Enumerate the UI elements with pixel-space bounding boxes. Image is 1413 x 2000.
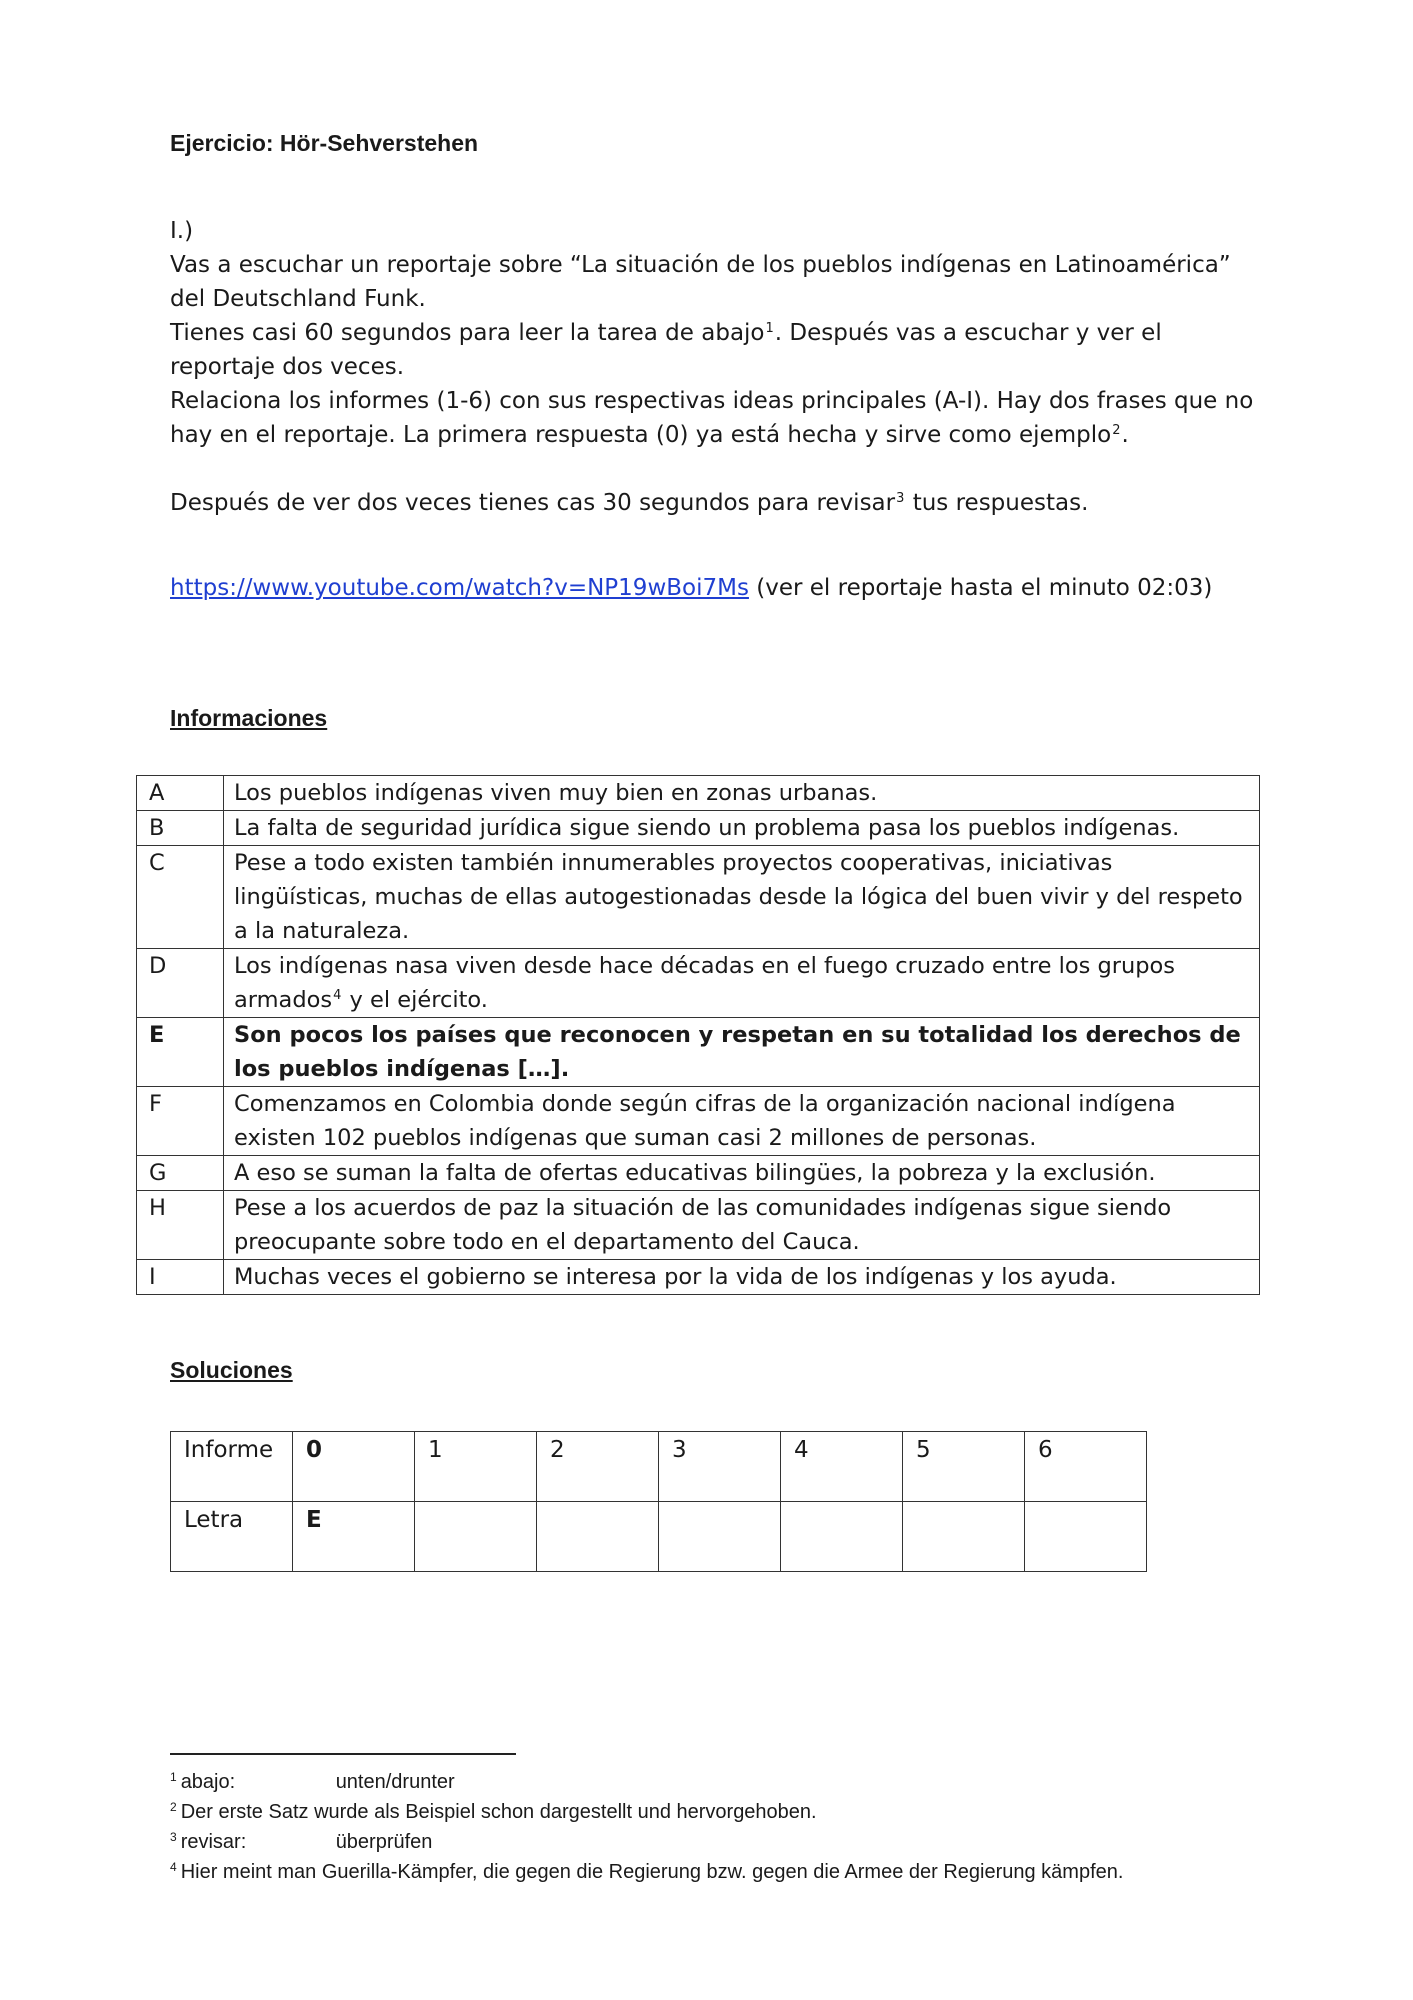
section-number: I.) xyxy=(170,218,194,244)
footnote-ref-1[interactable]: 1 xyxy=(765,321,774,336)
table-row xyxy=(137,1191,1260,1260)
footnote-2: $^2$ Der erste Satz wurde als Beispiel schon dargestellt und hervorgehoben. xyxy=(170,1800,817,1823)
informe-number: 0 xyxy=(293,1432,415,1502)
footnote-divider xyxy=(170,1753,516,1755)
answer-cell-example: E xyxy=(293,1502,415,1572)
answer-cell[interactable] xyxy=(415,1502,537,1572)
row-text: Comenzamos en Colombia donde según cifras de la organización nacional indígena existen 102 pueblos indígenas que suman casi 2 millones de personas. xyxy=(224,1087,1260,1156)
footnote-1: $^1$ abajo: unten/drunter xyxy=(170,1770,455,1793)
informe-number: 6 xyxy=(1025,1432,1147,1502)
row-letter: F xyxy=(137,1087,224,1156)
informe-number: 4 xyxy=(781,1432,903,1502)
table-row xyxy=(137,1156,1260,1191)
footnote-ref-2[interactable]: 2 xyxy=(1112,423,1121,438)
video-note: (ver el reportaje hasta el minuto 02:03) xyxy=(748,575,1213,601)
letra-label: Letra xyxy=(171,1502,293,1572)
row-text: Pese a todo existen también innumerables proyectos cooperativas, iniciativas lingüísticas, muchas de ellas autogestionadas desde la lógica del buen vivir y del respeto a la naturaleza. xyxy=(224,846,1260,949)
instruction-paragraph-3: Relaciona los informes (1-6) con sus respectivas ideas principales (A-I). Hay dos frases que no hay en el reportaje. La primera respuesta (0) ya está hecha y sirve como ejemplo$^2$. xyxy=(170,388,1254,448)
answer-cell[interactable] xyxy=(1025,1502,1147,1572)
table-row xyxy=(137,811,1260,846)
video-line xyxy=(170,571,1212,605)
answer-cell[interactable] xyxy=(537,1502,659,1572)
informe-number: 5 xyxy=(903,1432,1025,1502)
table-row xyxy=(137,1260,1260,1295)
footnote-ref-3[interactable]: 3 xyxy=(896,491,905,506)
instruction-paragraph-4: Después de ver dos veces tienes cas 30 segundos para revisar$^3$ tus respuestas. xyxy=(170,490,1089,516)
table-row xyxy=(137,776,1260,811)
row-letter: G xyxy=(137,1156,224,1191)
soluciones-heading: Soluciones xyxy=(170,1357,293,1383)
row-letter: B xyxy=(137,811,224,846)
row-text: A eso se suman la falta de ofertas educativas bilingües, la pobreza y la exclusión. xyxy=(224,1156,1260,1191)
informe-number: 2 xyxy=(537,1432,659,1502)
row-letter: C xyxy=(137,846,224,949)
row-letter: A xyxy=(137,776,224,811)
answer-cell[interactable] xyxy=(659,1502,781,1572)
informaciones-heading: Informaciones xyxy=(170,705,328,731)
informe-label: Informe xyxy=(171,1432,293,1502)
footnote-4: $^4$ Hier meint man Guerilla-Kämpfer, die gegen die Regierung bzw. gegen die Armee der Regierung kämpfen. xyxy=(170,1860,1124,1883)
answer-cell[interactable] xyxy=(781,1502,903,1572)
row-text: Son pocos los países que reconocen y respetan en su totalidad los derechos de los pueblos indígenas […]. xyxy=(224,1018,1260,1087)
instruction-paragraph-2: Tienes casi 60 segundos para leer la tarea de abajo$^1$. Después vas a escuchar y ver el reportaje dos veces. xyxy=(170,320,1162,380)
instruction-paragraph-1: Vas a escuchar un reportaje sobre “La situación de los pueblos indígenas en Latinoamérica” del Deutschland Funk. xyxy=(170,252,1231,312)
row-letter: D xyxy=(137,949,224,1018)
row-text: Los indígenas nasa viven desde hace décadas en el fuego cruzado entre los grupos armados$^4$ y el ejército. xyxy=(224,949,1260,1018)
table-row-example xyxy=(137,1018,1260,1087)
footnotes xyxy=(170,1767,1123,1887)
row-text: Pese a los acuerdos de paz la situación de las comunidades indígenas sigue siendo preocupante sobre todo en el departamento del Cauca. xyxy=(224,1191,1260,1260)
table-row xyxy=(137,949,1260,1018)
table-row xyxy=(137,846,1260,949)
worksheet-title: Ejercicio: Hör-Sehverstehen xyxy=(170,130,479,156)
row-text: Los pueblos indígenas viven muy bien en zonas urbanas. xyxy=(224,776,1260,811)
soluciones-table xyxy=(170,1431,1147,1572)
row-letter: H xyxy=(137,1191,224,1260)
informe-number: 3 xyxy=(659,1432,781,1502)
footnote-3: $^3$ revisar: überprüfen xyxy=(170,1830,433,1853)
row-letter: E xyxy=(137,1018,224,1087)
letra-row xyxy=(171,1502,1147,1572)
informe-row xyxy=(171,1432,1147,1502)
answer-cell[interactable] xyxy=(903,1502,1025,1572)
row-letter: I xyxy=(137,1260,224,1295)
informaciones-table xyxy=(136,775,1260,1295)
row-text: La falta de seguridad jurídica sigue siendo un problema pasa los pueblos indígenas. xyxy=(224,811,1260,846)
video-link[interactable]: https://www.youtube.com/watch?v=NP19wBoi7Ms xyxy=(170,575,749,601)
informe-number: 1 xyxy=(415,1432,537,1502)
row-text: Muchas veces el gobierno se interesa por la vida de los indígenas y los ayuda. xyxy=(224,1260,1260,1295)
instructions xyxy=(170,214,1270,520)
table-row xyxy=(137,1087,1260,1156)
footnote-ref-4[interactable]: 4 xyxy=(333,988,342,1003)
